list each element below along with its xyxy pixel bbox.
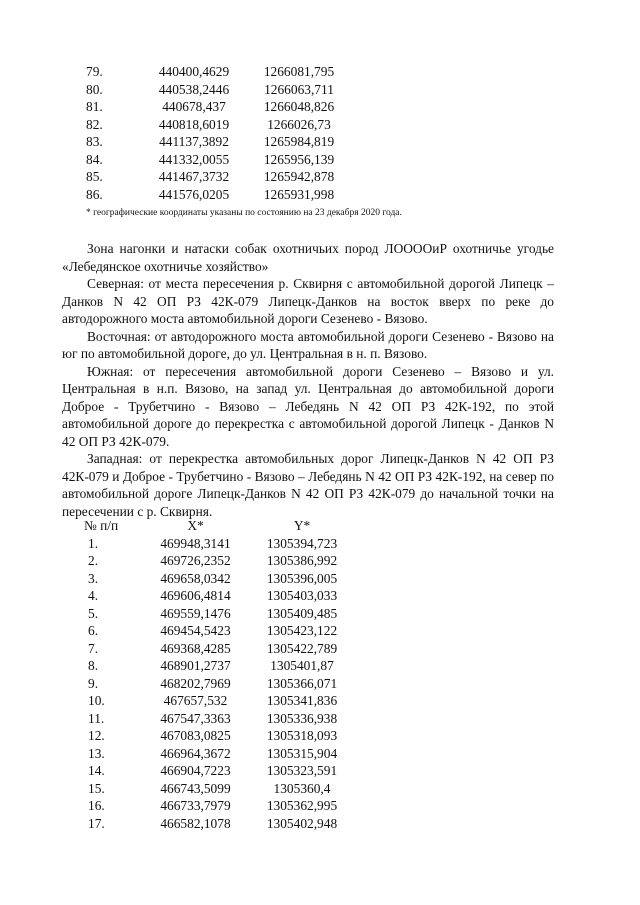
- y-coordinate: 1305362,995: [266, 798, 338, 813]
- table-row: [84, 727, 357, 745]
- table-row: [86, 133, 354, 151]
- x-coordinate: 469606,4814: [160, 588, 231, 603]
- table-row: [84, 675, 357, 693]
- header-y: Y*: [293, 518, 311, 533]
- x-coordinate: 468901,2737: [160, 658, 231, 673]
- table-row: [84, 762, 357, 780]
- table-row: [86, 168, 354, 186]
- point-number: 1.: [88, 535, 99, 551]
- y-coordinate: 1265942,878: [263, 169, 335, 184]
- zone-title: Зона нагонки и натаски собак охотничьих пород ЛООООиР охотничье угодье «Лебедянское охотничье хозяйство»: [62, 241, 554, 274]
- y-coordinate: 1305422,789: [266, 640, 338, 656]
- x-coordinate: 466582,1078: [160, 815, 231, 831]
- y-coordinate: 1305386,992: [266, 553, 338, 568]
- y-coordinate: 1305409,485: [266, 605, 338, 621]
- point-number: 79.: [86, 64, 103, 79]
- y-coordinate: 1265984,819: [263, 134, 335, 149]
- point-number: 17.: [88, 815, 105, 831]
- table-row: [84, 710, 357, 728]
- x-coordinate: 469726,2352: [160, 553, 231, 568]
- y-coordinate: 1305360,4: [273, 780, 331, 796]
- point-number: 4.: [88, 588, 99, 603]
- point-number: 8.: [88, 658, 99, 673]
- y-coordinate: 1305341,836: [266, 693, 338, 708]
- x-coordinate: 469658,0342: [160, 570, 231, 586]
- north-boundary: Северная: от места пересечения р. Сквирня с автомобильной дорогой Липецк – Данков N 42 ОП РЗ 42К-079 Липецк-Данков на восток вверх по реке до автодорожного моста автомобильной дороги Сезенево - Вязово.: [62, 276, 554, 326]
- header-row: [84, 517, 357, 535]
- footnote: * географические координаты указаны по состоянию на 23 декабря 2020 года.: [86, 208, 402, 218]
- zone-description: [62, 240, 554, 520]
- table-row: [86, 151, 354, 169]
- x-coordinate: 467547,3363: [160, 710, 231, 726]
- y-coordinate: 1305401,87: [270, 658, 334, 673]
- point-number: 13.: [88, 745, 105, 761]
- table-row: [84, 622, 357, 640]
- x-coordinate: 466904,7223: [160, 763, 231, 778]
- table-row: [84, 605, 357, 623]
- point-number: 83.: [86, 134, 103, 149]
- y-coordinate: 1305403,033: [266, 588, 338, 603]
- point-number: 82.: [86, 116, 103, 132]
- east-boundary: Восточная: от автодорожного моста автомобильной дороги Сезенево - Вязово на юг по автомобильной дороге, до ул. Центральная в н. п. Вязово.: [62, 328, 554, 361]
- x-coordinate: 441467,3732: [158, 169, 230, 184]
- table-row: [84, 745, 357, 763]
- point-number: 14.: [88, 763, 105, 778]
- x-coordinate: 469368,4285: [160, 640, 231, 656]
- y-coordinate: 1265931,998: [263, 186, 335, 202]
- point-number: 15.: [88, 780, 105, 796]
- point-number: 9.: [88, 675, 99, 691]
- table-row: [86, 186, 354, 204]
- y-coordinate: 1305396,005: [266, 570, 338, 586]
- header-number: № п/п: [84, 518, 119, 533]
- x-coordinate: 466733,7979: [160, 798, 231, 813]
- table-row: [84, 535, 357, 553]
- table-row: [84, 657, 357, 675]
- y-coordinate: 1305318,093: [266, 728, 338, 743]
- point-number: 84.: [86, 151, 103, 167]
- y-coordinate: 1266063,711: [264, 81, 334, 97]
- point-number: 12.: [88, 728, 105, 743]
- point-number: 85.: [86, 169, 103, 184]
- point-number: 2.: [88, 553, 99, 568]
- x-coordinate: 441137,3892: [159, 134, 229, 149]
- x-coordinate: 440538,2446: [158, 81, 230, 97]
- x-coordinate: 440818,6019: [158, 116, 230, 132]
- table-row: [86, 116, 354, 134]
- y-coordinate: 1266081,795: [263, 64, 335, 79]
- header-x: X*: [187, 518, 204, 533]
- x-coordinate: 440400,4629: [158, 64, 230, 79]
- table-row: [84, 587, 357, 605]
- x-coordinate: 469948,3141: [160, 535, 231, 551]
- south-boundary: Южная: от пересечения автомобильной дороги Сезенево – Вязово и ул. Центральная в н.п. Вязово, на запад ул. Центральная до автомобильной дороги Доброе - Трубетчино - Вязово – Лебедянь N 42 ОП РЗ 42К-192, по этой автомобильной дороге до перекрестка с автомобильной дорогой Липецк - Данков N 42 ОП РЗ 42К-079.: [62, 363, 554, 449]
- point-number: 5.: [88, 605, 99, 621]
- table-row: [84, 797, 357, 815]
- x-coordinate: 466743,5099: [160, 780, 231, 796]
- y-coordinate: 1305394,723: [266, 535, 338, 551]
- table-row: [84, 780, 357, 798]
- x-coordinate: 441576,0205: [158, 186, 230, 202]
- coordinates-table-bottom: [84, 517, 357, 832]
- table-row: [84, 640, 357, 658]
- y-coordinate: 1266048,826: [263, 99, 335, 114]
- west-boundary: Западная: от перекрестка автомобильных дорог Липецк-Данков N 42 ОП РЗ 42К-079 и Доброе - Трубетчино - Вязово – Лебедянь N 42 ОП РЗ 42К-192, на север по автомобильной дороге Липецк-Данков N 42 ОП РЗ 42К-079 до начальной точки на пересечении с р. Сквирня.: [62, 451, 554, 519]
- coordinates-bottom-body: [84, 535, 357, 833]
- y-coordinate: 1266026,73: [267, 116, 331, 132]
- x-coordinate: 441332,0055: [158, 151, 230, 167]
- point-number: 80.: [86, 81, 103, 97]
- table-row: [86, 81, 354, 99]
- x-coordinate: 440678,437: [162, 99, 226, 114]
- point-number: 6.: [88, 623, 99, 638]
- table-row: [84, 552, 357, 570]
- point-number: 16.: [88, 798, 105, 813]
- point-number: 11.: [88, 710, 105, 726]
- x-coordinate: 466964,3672: [160, 745, 231, 761]
- x-coordinate: 469454,5423: [160, 623, 231, 638]
- table-row: [84, 570, 357, 588]
- x-coordinate: 467657,532: [163, 693, 228, 708]
- coordinates-top-body: [86, 63, 354, 203]
- point-number: 86.: [86, 186, 103, 202]
- y-coordinate: 1265956,139: [263, 151, 335, 167]
- point-number: 81.: [86, 99, 103, 114]
- point-number: 3.: [88, 570, 99, 586]
- y-coordinate: 1305366,071: [266, 675, 338, 691]
- table-row: [86, 98, 354, 116]
- y-coordinate: 1305323,591: [266, 763, 338, 778]
- table-row: [86, 63, 354, 81]
- table-row: [84, 692, 357, 710]
- point-number: 7.: [88, 640, 99, 656]
- y-coordinate: 1305315,904: [266, 745, 338, 761]
- table-header: [84, 517, 357, 535]
- y-coordinate: 1305402,948: [266, 815, 338, 831]
- x-coordinate: 468202,7969: [160, 675, 231, 691]
- point-number: 10.: [88, 693, 105, 708]
- x-coordinate: 469559,1476: [160, 605, 231, 621]
- x-coordinate: 467083,0825: [160, 728, 231, 743]
- y-coordinate: 1305423,122: [266, 623, 338, 638]
- y-coordinate: 1305336,938: [266, 710, 338, 726]
- table-row: [84, 815, 357, 833]
- coordinates-table-top: [86, 63, 354, 203]
